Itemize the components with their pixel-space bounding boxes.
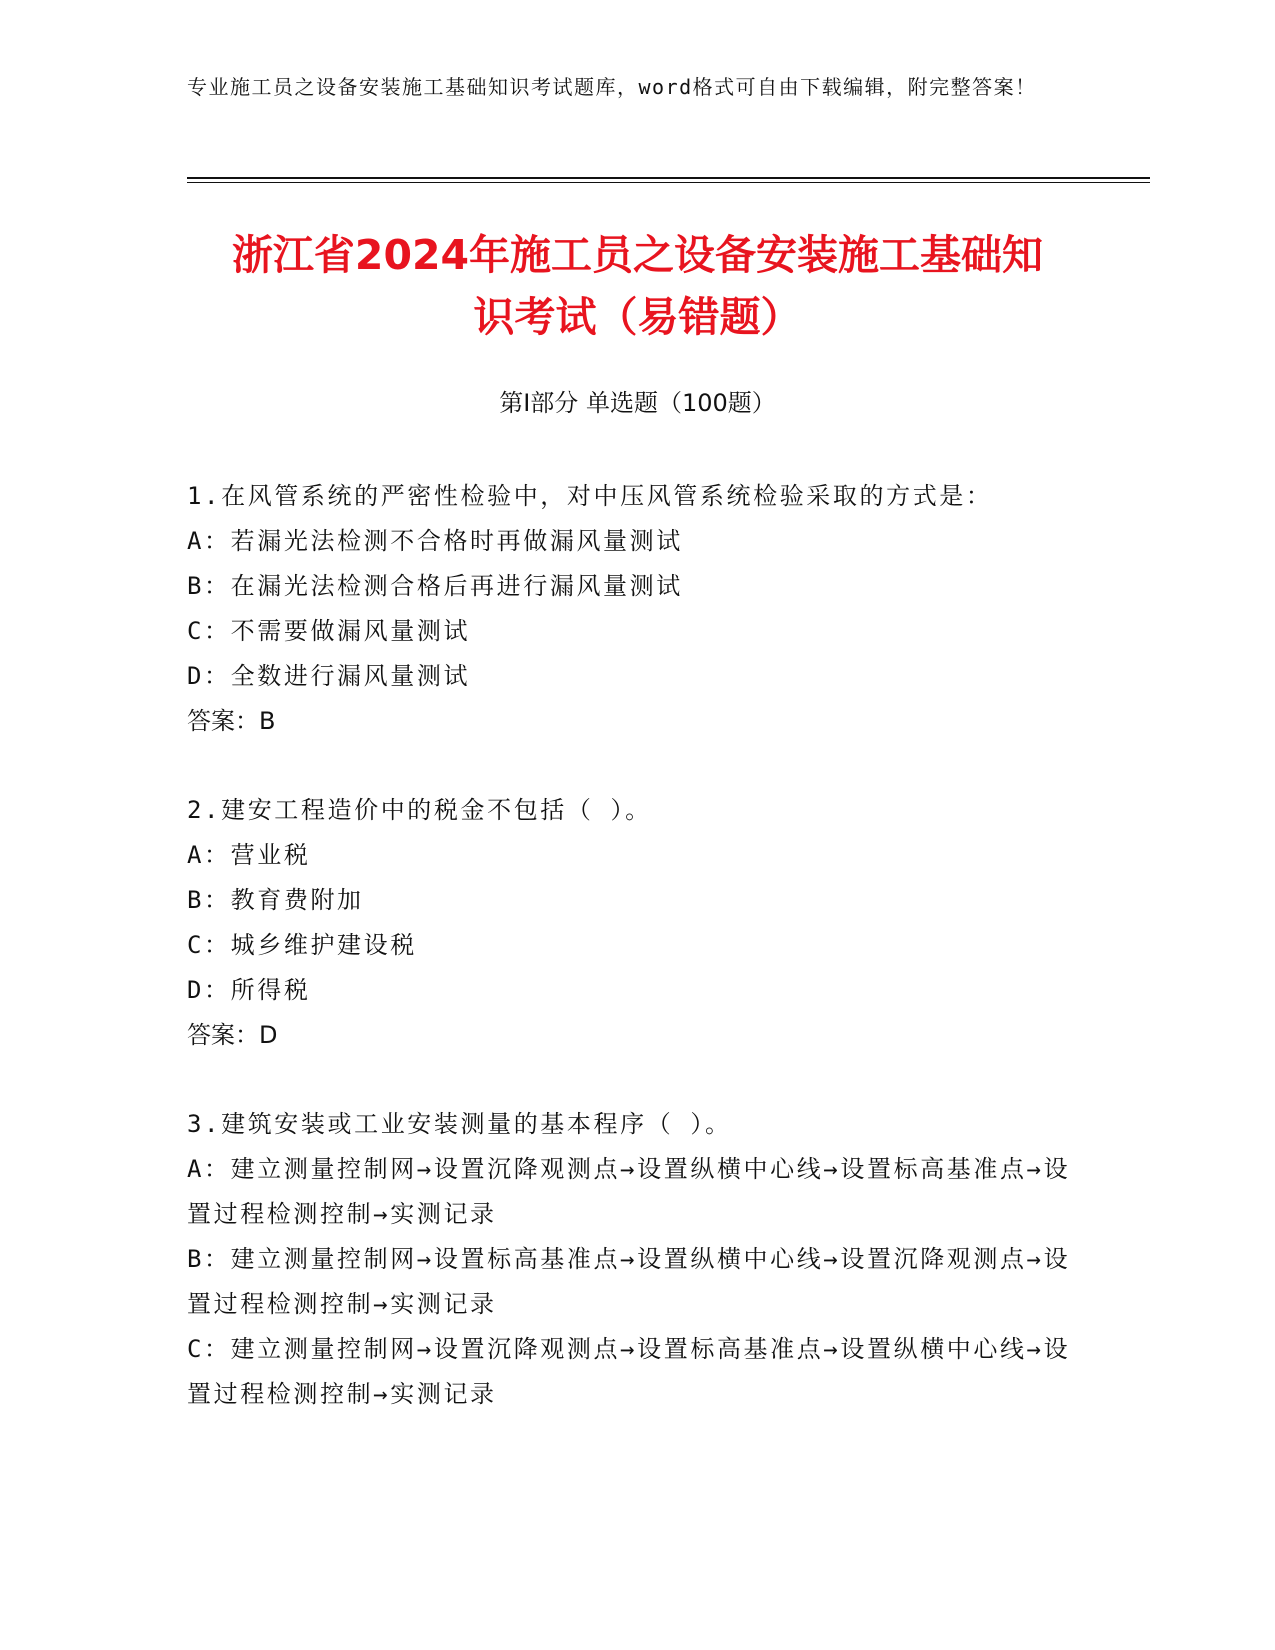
- option-b: B：在漏光法检测合格后再进行漏风量测试: [187, 572, 683, 600]
- answer-label: 答案：B: [187, 707, 276, 735]
- option-c: C：建立测量控制网→设置沉降观测点→设置标高基准点→设置纵横中心线→设置过程检测控制→实测记录: [187, 1335, 1071, 1408]
- header-note: 专业施工员之设备安装施工基础知识考试题库，word格式可自由下载编辑，附完整答案！: [187, 75, 1037, 99]
- header-rule-thick: [187, 177, 1150, 179]
- option-c: C：不需要做漏风量测试: [187, 617, 471, 645]
- header-rule-thin: [187, 182, 1150, 183]
- question-stem: 1.在风管系统的严密性检验中，对中压风管系统检验采取的方式是：: [187, 482, 993, 510]
- section-heading: 第Ⅰ部分 单选题（100题）: [499, 389, 776, 417]
- question-2: [187, 788, 1077, 1058]
- option-a: A：建立测量控制网→设置沉降观测点→设置纵横中心线→设置标高基准点→设置过程检测控制→实测记录: [187, 1155, 1071, 1228]
- question-3: [187, 1102, 1077, 1417]
- question-list: [187, 474, 1077, 1461]
- option-d: D：全数进行漏风量测试: [187, 662, 471, 690]
- option-d: D：所得税: [187, 976, 311, 1004]
- option-a: A：若漏光法检测不合格时再做漏风量测试: [187, 527, 683, 555]
- title-line-2: 识考试（易错题）: [473, 293, 802, 341]
- question-stem: 2.建安工程造价中的税金不包括（ ）。: [187, 796, 652, 824]
- option-c: C：城乡维护建设税: [187, 931, 417, 959]
- question-1: [187, 474, 1077, 744]
- option-b: B：建立测量控制网→设置标高基准点→设置纵横中心线→设置沉降观测点→设置过程检测控制→实测记录: [187, 1245, 1071, 1318]
- title-line-1: 浙江省2024年施工员之设备安装施工基础知: [231, 231, 1044, 279]
- option-b: B：教育费附加: [187, 886, 364, 914]
- answer-label: 答案：D: [187, 1021, 278, 1049]
- question-stem: 3.建筑安装或工业安装测量的基本程序（ ）。: [187, 1110, 732, 1138]
- document-title: [150, 224, 1125, 348]
- option-a: A：营业税: [187, 841, 311, 869]
